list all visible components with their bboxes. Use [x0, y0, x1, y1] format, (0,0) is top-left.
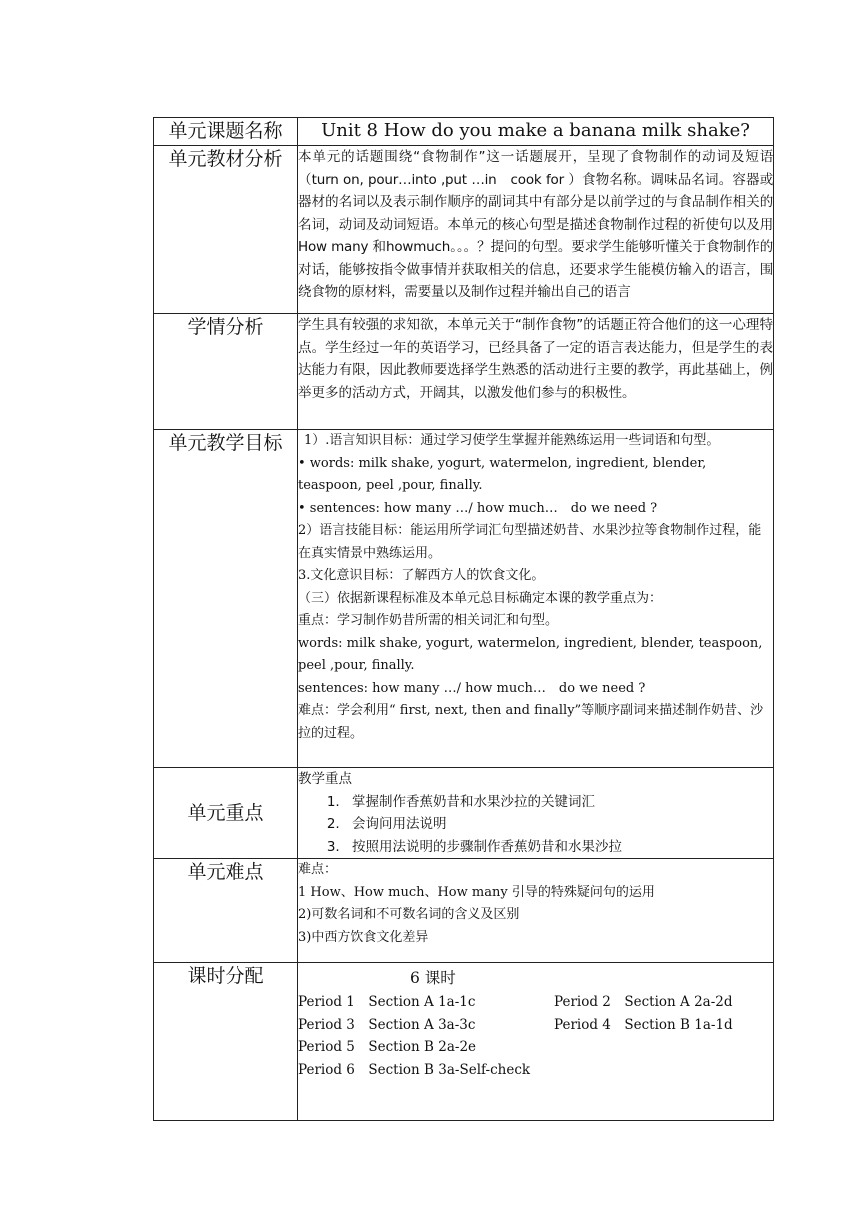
goal-line: • words: milk shake, yogurt, watermelon, ingredient, blender, teaspoon, peel ,pour, finally.: [298, 455, 707, 493]
schedule-row: [154, 963, 774, 1121]
goal-line: 1）.语言知识目标：通过学习使学生掌握并能熟练运用一些词语和句型。: [304, 433, 720, 448]
period-entry: Period 5 Section B 2a-2e: [298, 1039, 477, 1055]
unit-title: Unit 8 How do you make a banana milk shake?: [298, 118, 774, 146]
goal-line: （三）依据新课程标准及本单元总目标确定本课的教学重点为：: [298, 590, 663, 606]
material-row: [154, 146, 774, 314]
period-entry: Period 6 Section B 3a-Self-check: [298, 1061, 531, 1078]
period-entry: Period 2 Section A 2a-2d: [554, 994, 733, 1010]
difficulty-line: 1 How、How much、How many 引导的特殊疑问句的运用: [298, 884, 655, 900]
difficulty-line: 3)中西方饮食文化差异: [298, 929, 429, 945]
difficulty-line: 2)可数名词和不可数名词的含义及区别: [298, 907, 520, 922]
period-entry: Period 1 Section A 1a-1c: [298, 994, 476, 1010]
difficulty-line: 难点：: [298, 862, 338, 877]
goal-line: words: milk shake, yogurt, watermelon, ingredient, blender, teaspoon, peel ,pour, finally.: [298, 635, 763, 673]
students-row: [154, 314, 774, 430]
goals-label: 单元教学目标: [154, 430, 298, 768]
material-text: 本单元的话题围绕“食物制作”这一话题展开，呈现了食物制作的动词及短语（turn on, pour…into ,put …in cook for ）食物名称。调味品名词。容器或器材的名词以及表示制作顺序的副词其中有部分是以前学过的与食品制作相关的名词，动词及动词短语。本单元的核心句型是描述食物制作过程的祈使句以及用 How many 和howmuch。。。？提问的句型。要求学生能够听懂关于食物制作的对话，能够按指令做事情并获取相关的信息，还要求学生能模仿输入的语言，围绕食物的原材料，需要量以及制作过程并输出自己的语言: [298, 146, 774, 314]
key-points-content: [298, 768, 774, 859]
goal-line: 难点：学会利用“ first, next, then and finally”等顺序副词来描述制作奶昔、沙拉的过程。: [298, 703, 764, 741]
goal-line: 重点：学习制作奶昔所需的相关词汇和句型。: [298, 613, 559, 628]
difficulties-content: [298, 859, 774, 963]
schedule-label: 课时分配: [154, 963, 298, 1121]
period-entry: Period 4 Section B 1a-1d: [554, 1016, 733, 1033]
difficulties-row: [154, 859, 774, 963]
key-points-heading: 教学重点: [298, 771, 352, 787]
period-grid: [298, 991, 773, 1081]
title-row: [154, 118, 774, 146]
students-text: 学生具有较强的求知欲，本单元关于“制作食物”的话题正符合他们的这一心理特点。学生经过一年的英语学习，已经具备了一定的语言表达能力，但是学生的表达能力有限，因此教师要选择学生熟悉的活动进行主要的教学，再此基础上，例举更多的活动方式，开阔其，以激发他们参与的积极性。: [298, 314, 774, 430]
period-count: 6 课时: [410, 969, 456, 987]
key-points-list: [298, 791, 773, 859]
list-item: 2. 会询问用法说明: [344, 813, 773, 836]
period-entry: Period 3 Section A 3a-3c: [298, 1016, 476, 1033]
unit-plan-table: [153, 117, 774, 1121]
list-item: 3. 按照用法说明的步骤制作香蕉奶昔和水果沙拉: [344, 836, 773, 859]
goal-line: • sentences: how many …/ how much… do we need ?: [298, 500, 658, 516]
key-points-row: [154, 768, 774, 859]
title-label: 单元课题名称: [154, 118, 298, 146]
goal-line: sentences: how many …/ how much… do we need ?: [298, 680, 646, 696]
goals-content: [298, 430, 774, 768]
difficulties-label: 单元难点: [154, 859, 298, 963]
schedule-content: [298, 963, 774, 1121]
key-points-label: 单元重点: [154, 768, 298, 859]
goal-line: 2）语言技能目标：能运用所学词汇句型描述奶昔、水果沙拉等食物制作过程，能在真实情景中熟练运用。: [298, 523, 762, 561]
period-entry: [554, 1036, 764, 1059]
goals-row: [154, 430, 774, 768]
period-entry: [554, 1059, 764, 1082]
material-label: 单元教材分析: [154, 146, 298, 314]
list-item: 1. 掌握制作香蕉奶昔和水果沙拉的关键词汇: [344, 791, 773, 814]
students-label: 学情分析: [154, 314, 298, 430]
goal-line: 3.文化意识目标：了解西方人的饮食文化。: [298, 568, 545, 583]
